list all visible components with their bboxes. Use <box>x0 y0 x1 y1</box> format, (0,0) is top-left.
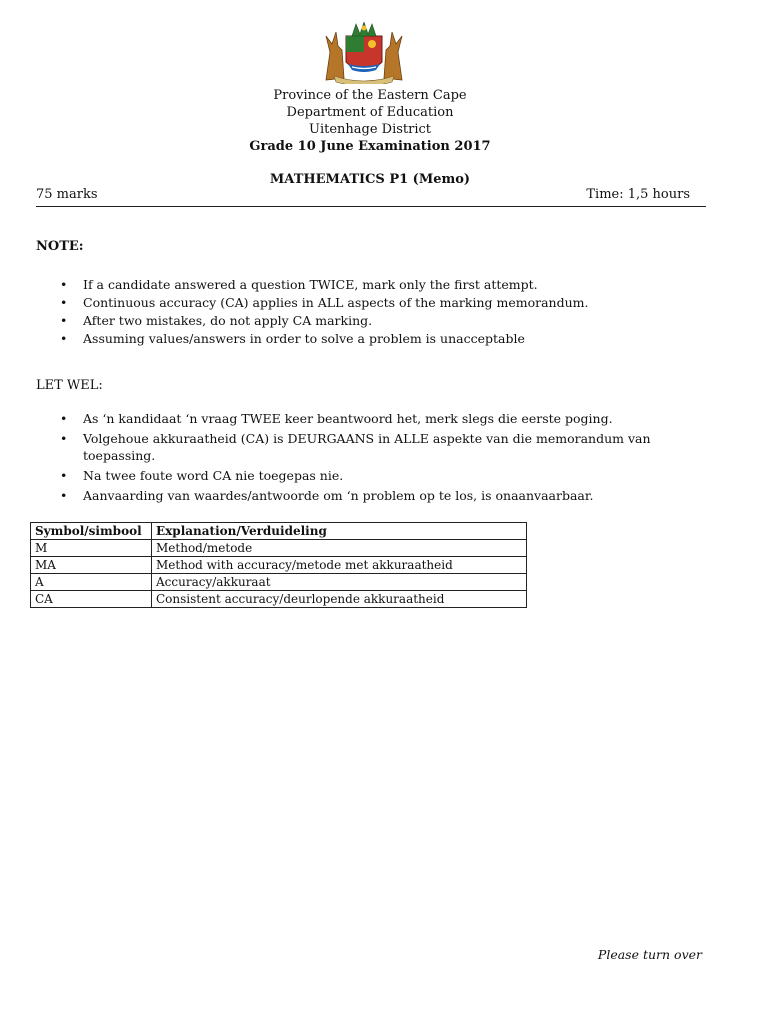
exam-duration: Time: 1,5 hours <box>586 187 690 202</box>
symbol-cell: CA <box>31 591 152 608</box>
subject-title: MATHEMATICS P1 (Memo) <box>269 172 471 187</box>
let-wel-heading: LET WEL: <box>36 378 103 393</box>
note-heading: NOTE: <box>36 239 84 254</box>
bullet-icon: • <box>60 468 68 483</box>
document-header <box>0 87 740 155</box>
coat-of-arms-logo <box>320 22 408 84</box>
explanation-cell: Accuracy/akkuraat <box>152 574 527 591</box>
table-row <box>31 591 527 608</box>
bullet-icon: • <box>60 295 68 310</box>
list-item: • After two mistakes, do not apply CA marking. <box>60 313 373 328</box>
table-row <box>31 557 527 574</box>
list-item: • Aanvaarding van waardes/antwoorde om ‘n problem op te los, is onaanvaarbaar. <box>60 488 594 503</box>
department-line: Department of Education <box>286 105 454 120</box>
bullet-icon: • <box>60 411 68 426</box>
bullet-icon: • <box>60 277 68 292</box>
list-item: • If a candidate answered a question TWICE, mark only the first attempt. <box>60 277 538 292</box>
marks-time-row <box>36 187 706 207</box>
explanation-cell: Consistent accuracy/deurlopende akkuraatheid <box>152 591 527 608</box>
list-item: • Continuous accuracy (CA) applies in ALL aspects of the marking memorandum. <box>60 295 589 310</box>
symbol-cell: M <box>31 540 152 557</box>
list-item: • Na twee foute word CA nie toegepas nie. <box>60 468 344 483</box>
column-header: Symbol/simbool <box>31 523 152 540</box>
bullet-icon: • <box>60 431 68 446</box>
explanation-cell: Method with accuracy/metode met akkuraatheid <box>152 557 527 574</box>
exam-title: Grade 10 June Examination 2017 <box>249 139 491 154</box>
table-row <box>31 574 527 591</box>
bullet-icon: • <box>60 488 68 503</box>
province-line: Province of the Eastern Cape <box>273 88 467 103</box>
table-header-row <box>31 523 527 540</box>
page-footer: Please turn over <box>597 947 702 962</box>
list-item: • As ‘n kandidaat ‘n vraag TWEE keer beantwoord het, merk slegs die eerste poging. <box>60 411 613 426</box>
symbol-table <box>30 522 527 608</box>
district-line: Uitenhage District <box>308 122 432 137</box>
list-item: • Volgehoue akkuraatheid (CA) is DEURGAANS in ALLE aspekte van die memorandum van toepassing. <box>60 431 651 463</box>
symbol-cell: MA <box>31 557 152 574</box>
column-header: Explanation/Verduideling <box>152 523 527 540</box>
bullet-icon: • <box>60 331 68 346</box>
explanation-cell: Method/metode <box>152 540 527 557</box>
bullet-icon: • <box>60 313 68 328</box>
note-list <box>58 276 678 348</box>
table-row <box>31 540 527 557</box>
let-wel-list <box>58 410 678 507</box>
list-item: • Assuming values/answers in order to solve a problem is unacceptable <box>60 331 525 346</box>
symbol-cell: A <box>31 574 152 591</box>
total-marks: 75 marks <box>36 187 98 202</box>
